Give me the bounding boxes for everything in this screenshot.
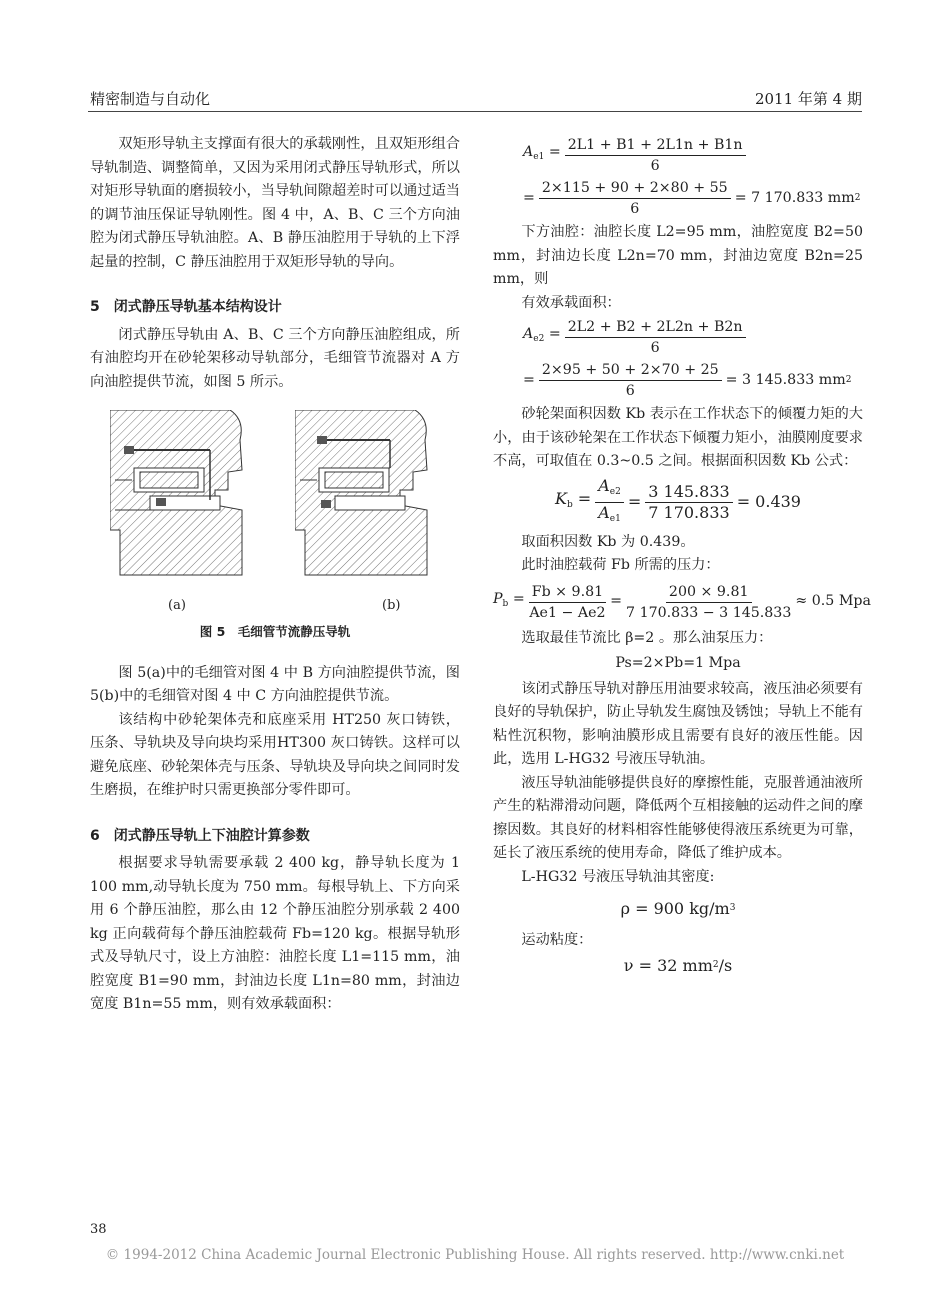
left-column	[90, 133, 460, 1017]
viscosity-value: ν = 32 mm	[623, 956, 713, 975]
header-rule	[88, 111, 862, 112]
density-value: ρ = 900 kg/m	[620, 899, 730, 918]
ae1-numerator-values: 2×115 + 90 + 2×80 + 55	[539, 178, 731, 199]
issue-label: 2011 年第 4 期	[754, 90, 862, 108]
paragraph-pressure-intro: 此时油腔载荷 Fb 所需的压力：	[521, 557, 720, 573]
equation-ps: Ps=2×Pb=1 Mpa	[615, 655, 741, 671]
ae1-denominator-values: 6	[630, 201, 640, 217]
figure-5a-label: (a)	[168, 598, 186, 613]
pb-denominator-values: 7 170.833 − 3 145.833	[626, 604, 792, 621]
paragraph-effective-area: 有效承载面积：	[521, 294, 621, 311]
ae2-result: = 3 145.833 mm	[725, 371, 846, 388]
equation-ae2: $A_{e2}$ = $\frac{2L2 + B2 + 2L2n + B2n}{6}$	[493, 317, 863, 358]
pb-numerator-values: 200 × 9.81	[666, 582, 752, 603]
figure-5a-drawing	[110, 410, 250, 580]
equation-density: ρ = 900 kg/m 3	[493, 897, 863, 921]
ae1-denominator: 6	[650, 158, 660, 174]
paragraph-structure: 闭式静压导轨由 A、B、C 三个方向静压油腔组成，所有油腔均开在砂轮架移动导轨部分，毛细管节流器对 A 方向油腔提供节流，如图 5 所示。	[90, 326, 460, 390]
kb-result: = 0.439	[736, 492, 801, 512]
journal-name: 精密制造与自动化	[90, 90, 211, 108]
equation-pb: $P_b$ = $\frac{Fb \times 9.81}{Ae1 - Ae2}$ = $\frac{200 \times 9.81}{7 170.833 - 3 145.833}$ ≈ 0.5 Mpa	[493, 583, 871, 621]
paragraph-density-intro: L-HG32 号液压导轨油其密度:	[521, 868, 715, 885]
viscosity-unit: /s	[718, 956, 733, 975]
ae2-numerator-values: 2×95 + 50 + 2×70 + 25	[539, 360, 722, 381]
paragraph-materials: 该结构中砂轮架体壳和底座采用 HT250 灰口铸铁，压条、导轨块及导向块均采用HT300 灰口铸铁。这样可以避免底座、砂轮架体壳与压条、导轨块及导向块之间同时发生磨损，在维护时只需更换部分零件即可。	[90, 711, 460, 798]
ae1-numerator: 2L1 + B1 + 2L1n + B1n	[565, 135, 746, 156]
paragraph-fig5-desc: 图 5(a)中的毛细管对图 4 中 B 方向油腔提供节流，图 5(b)中的毛细管对图 4 中 C 方向油腔提供节流。	[90, 664, 460, 704]
paragraph-area-factor: 砂轮架面积因数 Kb 表示在工作状态下的倾覆力矩的大小，由于该砂轮架在工作状态下倾覆力矩小，油膜刚度要求不高，可取值在 0.3~0.5 之间。根据面积因数 Kb 公式：	[493, 406, 863, 469]
pb-result: ≈ 0.5 Mpa	[795, 593, 871, 610]
section-6-heading: 6 闭式静压导轨上下油腔计算参数	[90, 827, 310, 844]
paragraph-throttle-ratio: 选取最佳节流比 β=2 。那么油泵压力：	[521, 629, 773, 646]
section-5-heading: 5 闭式静压导轨基本结构设计	[90, 299, 282, 315]
paragraph-oil-requirement: 该闭式静压导轨对静压用油要求较高，液压油必须要有良好的导轨保护，防止导轨发生腐蚀及锈蚀；导轨上不能有粘性沉积物，影响油膜形成且需要有良好的液压性能。因此，选用 L-HG32 号液压导轨油。	[493, 680, 863, 767]
paragraph-oil-performance: 液压导轨油能够提供良好的摩擦性能，克服普通油液所产生的粘滞滑动问题，降低两个互相接触的运动件之间的摩擦因数。其良好的材料相容性能够使得液压系统更为可靠，延长了液压系统的使用寿命，降低了维护成本。	[493, 774, 863, 861]
ae2-denominator: 6	[650, 340, 660, 356]
equation-ae1-value: = $\frac{2\times 115 + 90 + 2\times 80 + 55}{6}$ = 7 170.833 mm 2	[523, 180, 861, 217]
ae2-numerator: 2L2 + B2 + 2L2n + B2n	[565, 317, 746, 338]
right-column	[493, 133, 871, 980]
paragraph-viscosity-intro: 运动粘度：	[521, 931, 593, 948]
pb-numerator-symbolic: Fb × 9.81	[529, 582, 606, 603]
ae2-denominator-values: 6	[625, 383, 635, 399]
figure-5	[90, 410, 460, 613]
copyright-watermark: © 1994-2012 China Academic Journal Electronic Publishing House. All rights reserved. http://www.cnki.net	[105, 1247, 845, 1263]
paragraph-guide-rigidity: 双矩形导轨主支撑面有很大的承载刚性，且双矩形组合导轨制造、调整简单，又因为采用闭式静压导轨形式，所以对矩形导轨面的磨损较小，当导轨间隙超差时可以通过适当的调节油压保证导轨刚性。图 4 中，A、B、C 三个方向油腔为闭式静压导轨油腔。A、B 静压油腔用于导轨的上下浮起量的控制，C 静压油腔用于双矩形导轨的导向。	[90, 136, 460, 270]
pb-denominator-symbolic: Ae1 − Ae2	[529, 604, 606, 621]
paragraph-kb-value: 取面积因数 Kb 为 0.439。	[521, 533, 695, 550]
kb-denominator: 7 170.833	[648, 502, 730, 522]
equation-kb: $K_b$ = $\frac{A_{e2}}{A_{e1}}$ = $\frac{3 145.833}{7 170.833}$ = 0.439	[555, 475, 801, 524]
paragraph-lower-chamber: 下方油腔：油腔长度 L2=95 mm，油腔宽度 B2=50 mm，封油边长度 L2n=70 mm，封油边宽度 B2n=25 mm，则	[493, 224, 863, 287]
kb-numerator: 3 145.833	[645, 482, 732, 503]
ae1-result: = 7 170.833 mm	[734, 189, 855, 206]
figure-5b-drawing	[295, 410, 435, 580]
equation-ae1: $A_{e1}$ = $\frac{2L1 + B1 + 2L1n + B1n}{6}$	[493, 135, 863, 176]
paragraph-load-params: 根据要求导轨需要承载 2 400 kg，静导轨长度为 1 100 mm,动导轨长度为 750 mm。每根导轨上、下方向采用 6 个静压油腔，那么由 12 个静压油腔分别承载 2 400 kg 正向载荷每个静压油腔载荷 Fb=120 kg。根据导轨形式及导轨尺寸，设上方油腔：油腔长度 L1=115 mm，油腔宽度 B1=90 mm，封油边长度 L1n=80 mm，封油边宽度 B1n=55 mm，则有效承载面积：	[90, 855, 460, 1012]
equation-viscosity: ν = 32 mm 2 /s	[493, 954, 863, 978]
equation-ae2-value: = $\frac{2\times 95 + 50 + 2\times 70 + 25}{6}$ = 3 145.833 mm 2	[523, 362, 852, 399]
page-number: 38	[90, 1222, 107, 1237]
figure-5-caption: 图 5 毛细管节流静压导轨	[199, 624, 351, 639]
figure-5b-label: (b)	[382, 598, 401, 613]
